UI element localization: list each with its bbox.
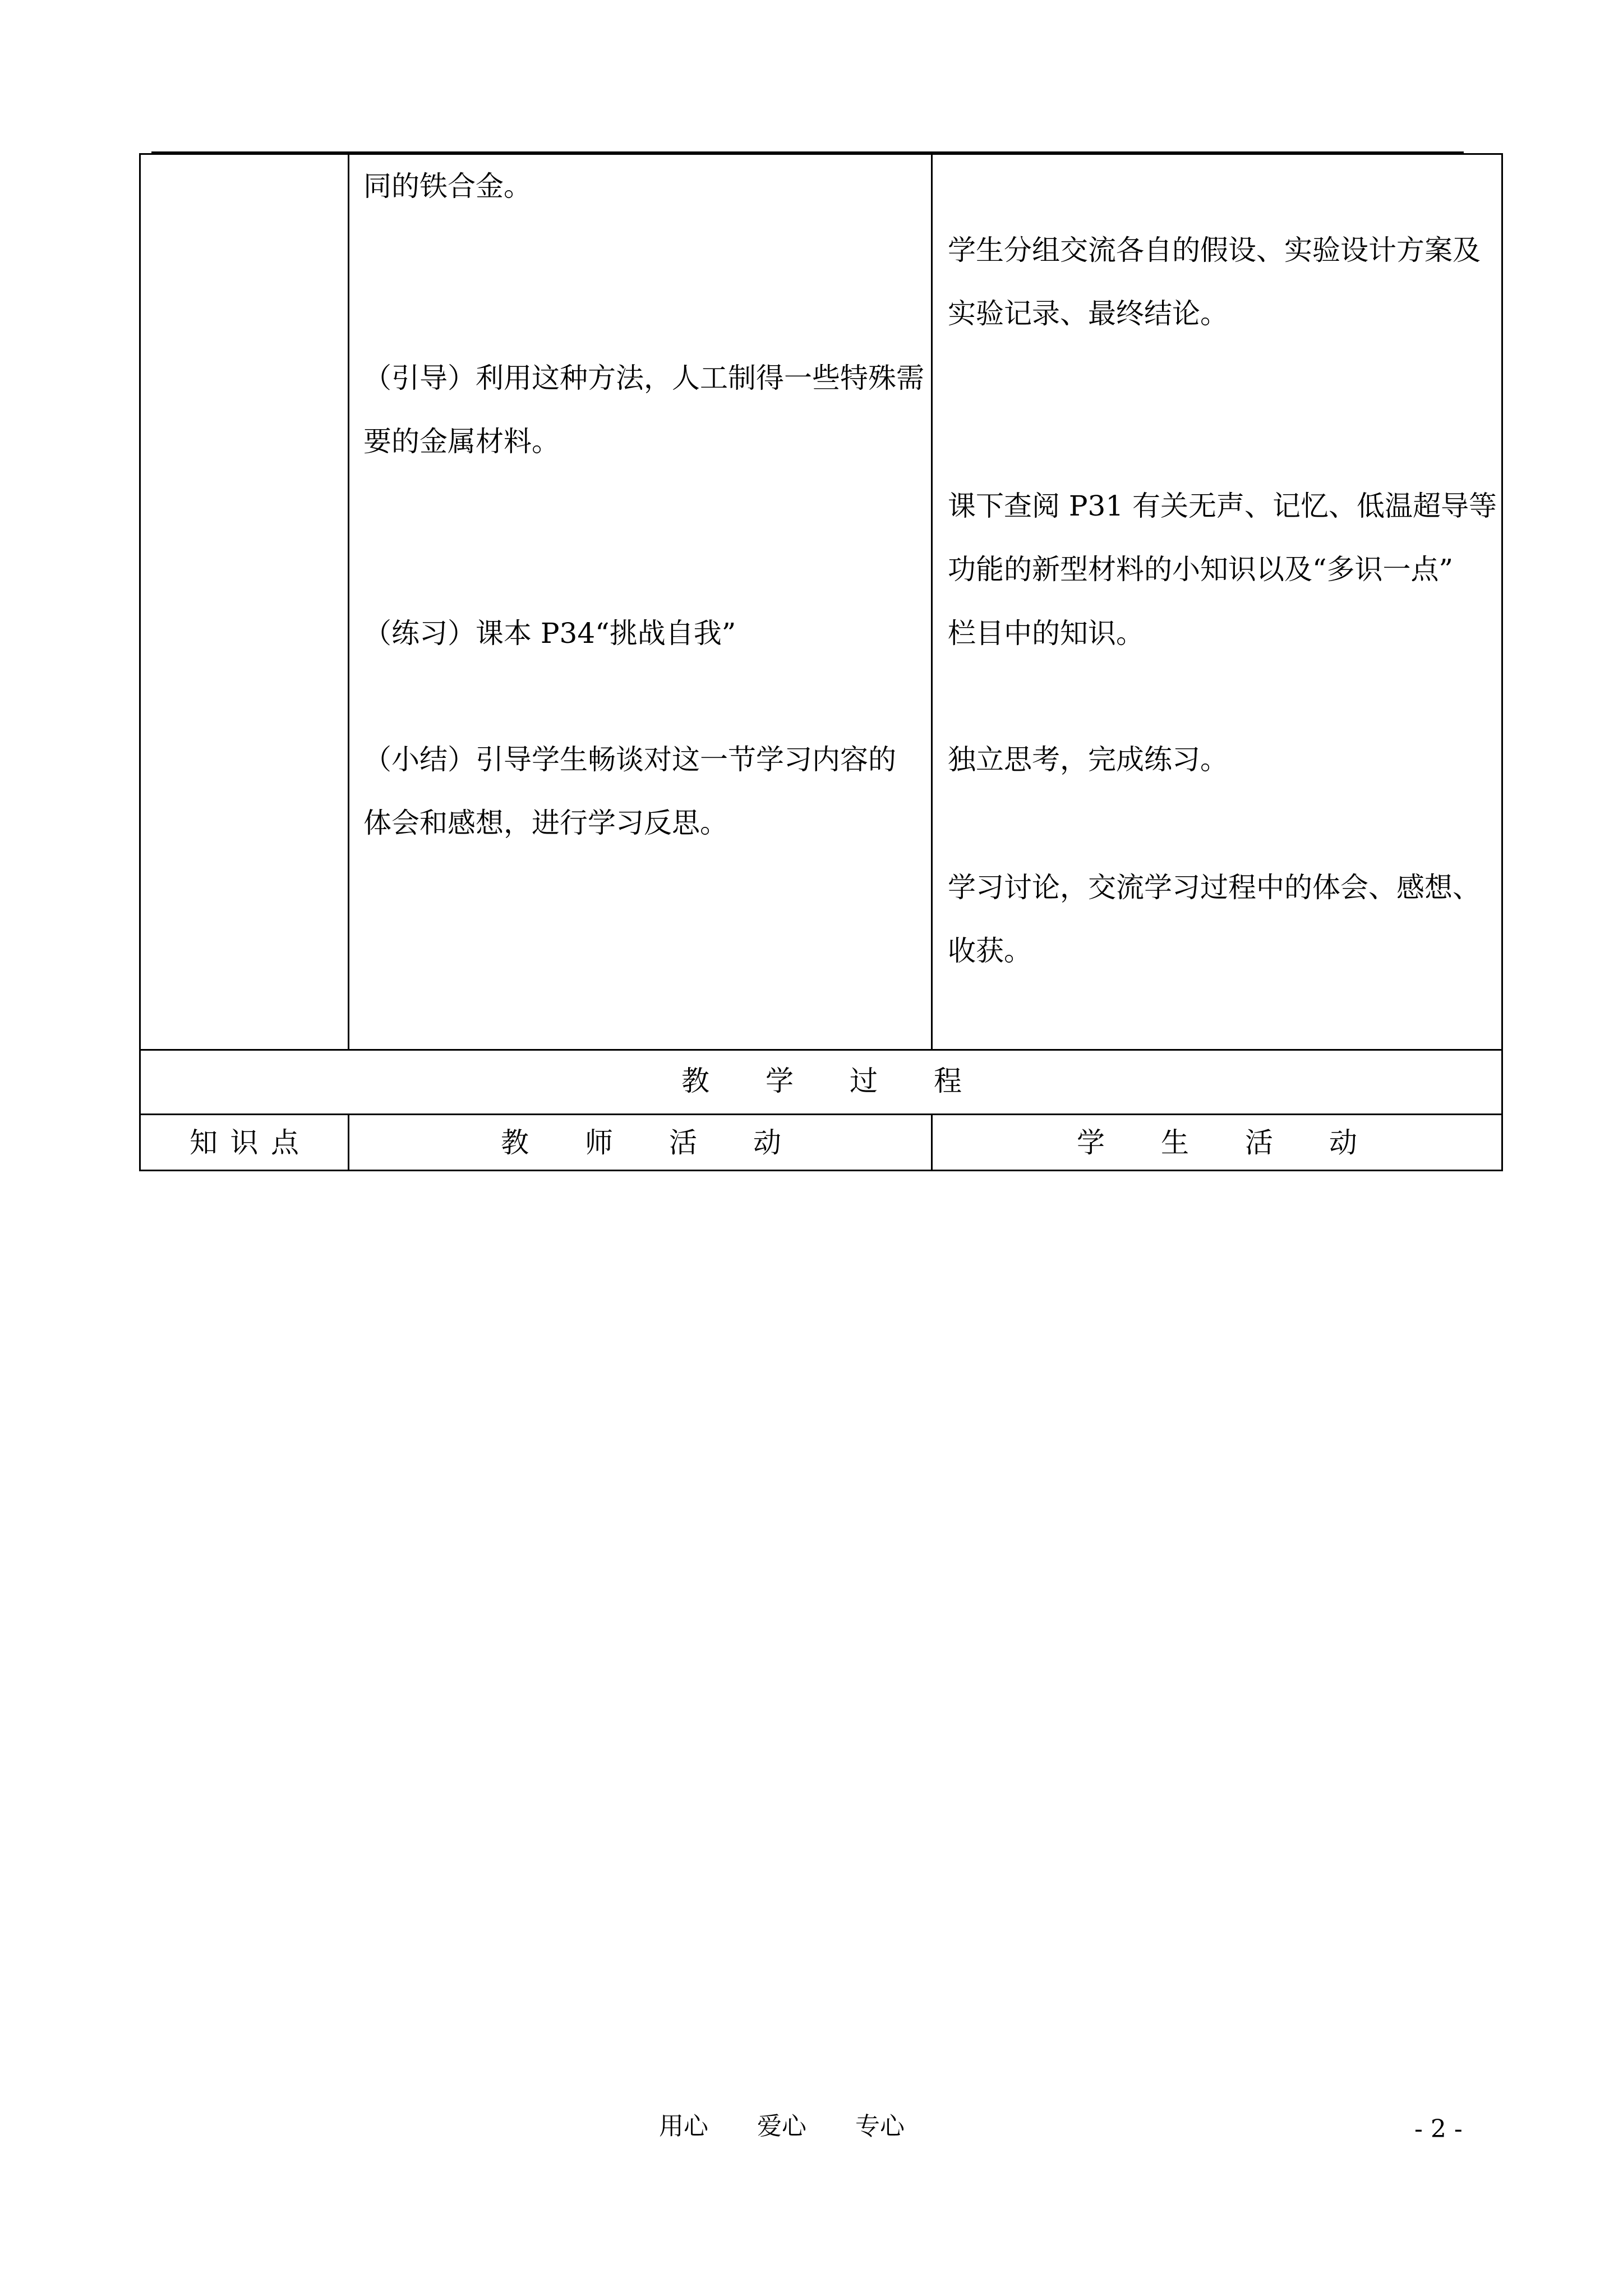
student-line: 课下查阅 P31 有关无声、记忆、低温超导等 [948, 490, 1497, 522]
student-line: 学习讨论，交流学习过程中的体会、感想、 [948, 871, 1481, 904]
column-divider-1 [348, 153, 349, 1051]
footer-motto-2: 爱心 [757, 2112, 806, 2141]
teacher-line: 同的铁合金。 [363, 170, 532, 203]
footer-motto-3: 专心 [855, 2112, 905, 2141]
row-divider-section [139, 1049, 1503, 1051]
header-char: 活 [1245, 1126, 1273, 1159]
student-line: 学生分组交流各自的假设、实验设计方案及 [948, 234, 1481, 266]
header-divider-1 [348, 1114, 349, 1171]
header-char: 动 [1329, 1126, 1357, 1159]
column-divider-2 [931, 153, 933, 1051]
footer-motto-1: 用心 [659, 2112, 708, 2141]
lesson-table [139, 153, 1503, 1171]
student-line: 收获。 [948, 935, 1032, 967]
student-line: 实验记录、最终结论。 [948, 297, 1228, 330]
page-number: - 2 - [1414, 2115, 1463, 2143]
header-divider-2 [931, 1114, 933, 1171]
header-student-activity [1077, 1126, 1357, 1159]
teacher-line: 体会和感想，进行学习反思。 [363, 807, 728, 839]
student-line: 独立思考，完成练习。 [948, 743, 1228, 776]
student-line: 栏目中的知识。 [948, 617, 1144, 650]
header-char: 活 [669, 1126, 697, 1159]
header-char: 学 [1077, 1126, 1105, 1159]
section-title-char: 程 [934, 1065, 962, 1097]
teacher-line: （小结）引导学生畅谈对这一节学习内容的 [363, 743, 896, 776]
section-title-char: 学 [766, 1065, 794, 1097]
header-char: 师 [585, 1126, 613, 1159]
teacher-line: （引导）利用这种方法，人工制得一些特殊需 [363, 362, 924, 394]
header-knowledge [190, 1126, 299, 1159]
header-char: 生 [1161, 1126, 1189, 1159]
section-title [681, 1065, 962, 1097]
header-char: 动 [753, 1126, 781, 1159]
header-char: 知 [190, 1126, 218, 1159]
header-char: 教 [501, 1126, 529, 1159]
section-title-char: 教 [681, 1065, 709, 1097]
teacher-line: （练习）课本 P34“挑战自我” [363, 617, 736, 650]
teacher-line: 要的金属材料。 [363, 425, 560, 458]
header-char: 识 [230, 1126, 259, 1159]
header-teacher-activity [501, 1126, 781, 1159]
section-title-char: 过 [850, 1065, 878, 1097]
header-char: 点 [271, 1126, 299, 1159]
row-divider-headers [139, 1114, 1503, 1115]
student-line: 功能的新型材料的小知识以及“多识一点” [948, 553, 1454, 586]
